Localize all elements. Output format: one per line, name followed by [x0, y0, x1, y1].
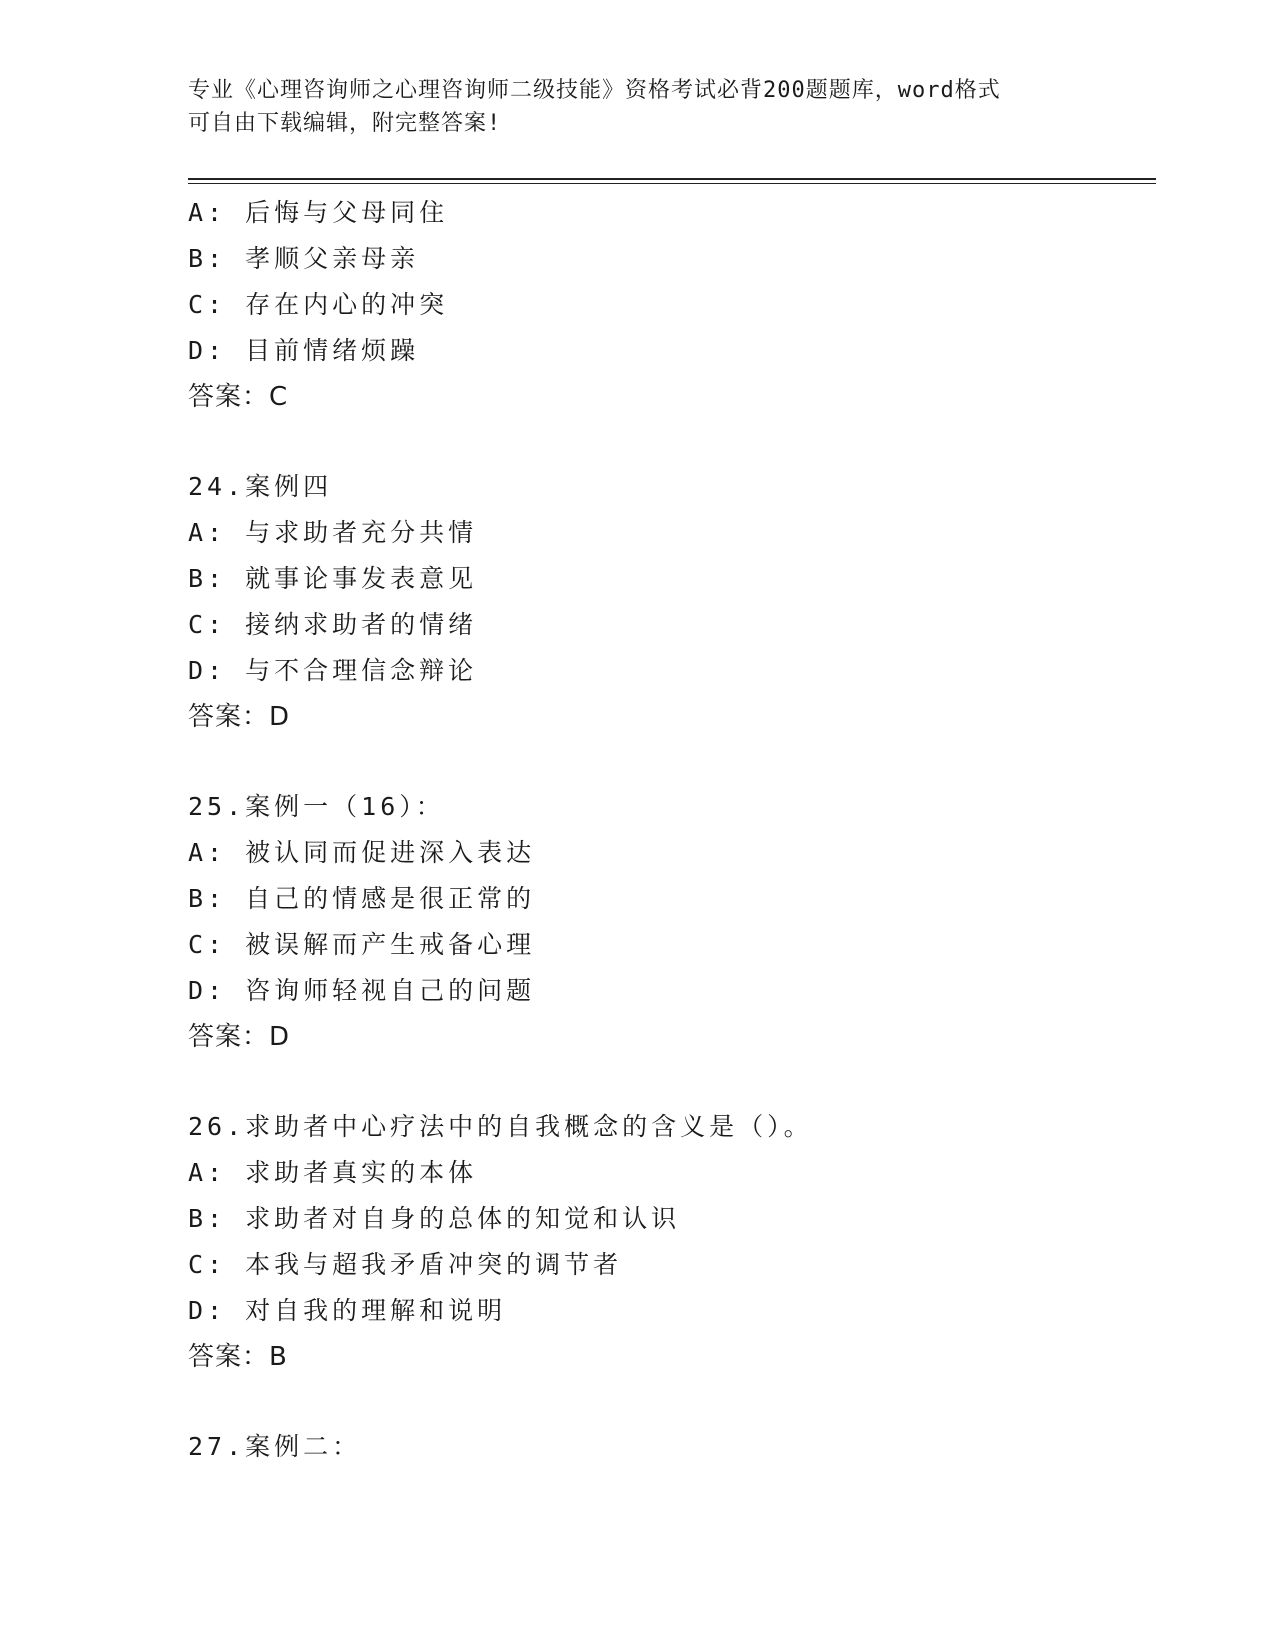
option-a: A: 后悔与父母同住 — [188, 198, 449, 227]
question-block-25 — [188, 784, 1156, 1060]
option-a: A: 与求助者充分共情 — [188, 518, 478, 547]
question-stem: 26.求助者中心疗法中的自我概念的含义是（）。 — [188, 1112, 813, 1141]
option-c: C: 接纳求助者的情绪 — [188, 610, 478, 639]
option-b: B: 自己的情感是很正常的 — [188, 884, 536, 913]
question-stem: 24.案例四 — [188, 472, 333, 501]
option-d: D: 对自我的理解和说明 — [188, 1296, 507, 1325]
document-header — [188, 74, 1088, 140]
option-d: D: 与不合理信念辩论 — [188, 656, 478, 685]
question-stem: 27.案例二： — [188, 1432, 362, 1461]
option-c: C: 存在内心的冲突 — [188, 290, 449, 319]
option-b: B: 求助者对自身的总体的知觉和认识 — [188, 1204, 681, 1233]
option-b: B: 孝顺父亲母亲 — [188, 244, 420, 273]
question-stem: 25.案例一（16）： — [188, 792, 445, 821]
option-a: A: 被认同而促进深入表达 — [188, 838, 536, 867]
question-block-27 — [188, 1424, 1156, 1470]
question-block-26 — [188, 1104, 1156, 1380]
header-subtitle-line: 可自由下载编辑，附完整答案! — [188, 111, 502, 136]
option-a: A: 求助者真实的本体 — [188, 1158, 478, 1187]
answer-line: 答案：B — [188, 1342, 288, 1372]
option-d: D: 目前情绪烦躁 — [188, 336, 420, 365]
answer-line: 答案：D — [188, 1022, 291, 1052]
question-list — [188, 190, 1156, 1470]
answer-line: 答案：D — [188, 702, 291, 732]
question-block-24 — [188, 464, 1156, 740]
header-divider-thick — [188, 178, 1156, 180]
header-divider-thin — [188, 183, 1156, 184]
header-title-line: 专业《心理咨询师之心理咨询师二级技能》资格考试必背200题题库，word格式 — [188, 78, 1001, 103]
question-block-prev — [188, 190, 1156, 420]
option-d: D: 咨询师轻视自己的问题 — [188, 976, 536, 1005]
option-b: B: 就事论事发表意见 — [188, 564, 478, 593]
option-c: C: 本我与超我矛盾冲突的调节者 — [188, 1250, 623, 1279]
option-c: C: 被误解而产生戒备心理 — [188, 930, 536, 959]
answer-line: 答案：C — [188, 382, 289, 412]
